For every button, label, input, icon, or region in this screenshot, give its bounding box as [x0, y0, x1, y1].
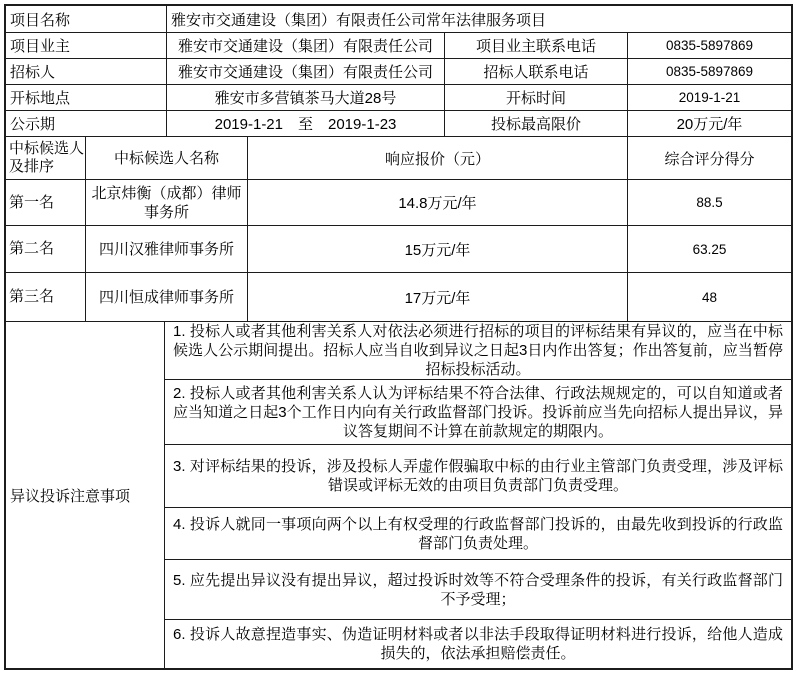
publicity-period-value: 2019-1-21 至 2019-1-23 [166, 111, 444, 136]
note-text: 2. 投标人或者其他利害关系人认为评标结果不符合法律、行政法规规定的，可以自知道或者应当知道之日起3个工作日内向有关行政监督部门投诉。投诉前应当先向招标人提出异议，异议答复期间不计算在前款规定的期限内。 [173, 384, 783, 440]
candidate-price: 15万元/年 [247, 226, 627, 272]
tenderer-phone-label: 招标人联系电话 [444, 59, 627, 84]
open-time-label: 开标时间 [444, 85, 627, 110]
open-place-label: 开标地点 [10, 90, 71, 107]
candidate-row-3 [6, 272, 791, 321]
tenderer-value: 雅安市交通建设（集团）有限责任公司 [166, 59, 444, 84]
info-row-tenderer [6, 58, 791, 84]
note-text: 5. 应先提出异议没有提出异议，超过投诉时效等不符合受理条件的投诉，有关行政监督部门不予受理； [173, 571, 783, 608]
tenderer-phone-value: 0835-5897869 [627, 59, 791, 84]
note-text: 3. 对评标结果的投诉，涉及投标人弄虚作假骗取中标的由行业主管部门负责受理，涉及评标错误或评标无效的由项目负责部门负责受理。 [173, 458, 783, 494]
complaint-notes-label: 异议投诉注意事项 [6, 322, 165, 668]
publicity-period-label: 公示期 [10, 116, 56, 133]
candidate-name: 四川恒成律师事务所 [85, 273, 247, 321]
candidate-price: 14.8万元/年 [247, 180, 627, 225]
project-name-value: 雅安市交通建设（集团）有限责任公司常年法律服务项目 [166, 6, 791, 32]
note-item-5 [165, 559, 791, 619]
candidates-header-row [6, 137, 791, 179]
note-text: 1. 投标人或者其他利害关系人对依法必须进行招标的项目的评标结果有异议的，应当在中标候选人公示期间提出。招标人应当自收到异议之日起3日内作出答复；作出答复前，应当暂停招标投标活动。 [173, 323, 783, 378]
note-text: 4. 投诉人就同一事项向两个以上有权受理的行政监督部门投诉的，由最先收到投诉的行政监督部门负责处理。 [173, 515, 783, 552]
candidate-rank: 第一名 [9, 193, 55, 211]
rank-header: 中标候选人及排序 [9, 140, 85, 175]
complaint-notes-body [165, 322, 791, 668]
owner-value: 雅安市交通建设（集团）有限责任公司 [166, 33, 444, 58]
candidate-score: 48 [627, 273, 791, 321]
owner-label: 项目业主 [10, 38, 71, 55]
max-price-value: 20万元/年 [627, 111, 791, 136]
candidate-name: 四川汉雅律师事务所 [85, 226, 247, 272]
tenderer-label: 招标人 [10, 64, 56, 81]
note-item-2 [165, 379, 791, 444]
price-header: 响应报价（元） [247, 137, 627, 179]
info-row-publicity-period [6, 110, 791, 136]
open-place-value: 雅安市多营镇茶马大道28号 [166, 85, 444, 110]
owner-phone-label: 项目业主联系电话 [444, 33, 627, 58]
tender-result-table [4, 4, 793, 670]
candidates-section [6, 136, 791, 321]
candidate-rank: 第二名 [9, 240, 55, 257]
complaint-notes-section [6, 321, 791, 668]
info-row-owner [6, 32, 791, 58]
open-time-value: 2019-1-21 [627, 85, 791, 110]
candidate-score: 63.25 [627, 226, 791, 272]
candidate-score: 88.5 [627, 180, 791, 225]
candidate-name: 北京炜衡（成都）律师事务所 [85, 180, 247, 225]
info-row-project-name [6, 6, 791, 32]
note-item-6 [165, 619, 791, 668]
name-header: 中标候选人名称 [85, 137, 247, 179]
note-item-1 [165, 322, 791, 379]
project-info-section [6, 6, 791, 136]
project-name-label: 项目名称 [10, 11, 71, 29]
info-row-open-place [6, 84, 791, 110]
candidate-price: 17万元/年 [247, 273, 627, 321]
note-item-3 [165, 444, 791, 507]
owner-phone-value: 0835-5897869 [627, 33, 791, 58]
max-price-label: 投标最高限价 [444, 111, 627, 136]
note-text: 6. 投诉人故意捏造事实、伪造证明材料或者以非法手段取得证明材料进行投诉，给他人造成损失的，依法承担赔偿责任。 [173, 626, 783, 662]
candidate-row-2 [6, 225, 791, 272]
candidate-row-1 [6, 179, 791, 225]
candidate-rank: 第三名 [9, 288, 55, 305]
score-header: 综合评分得分 [627, 137, 791, 179]
note-item-4 [165, 507, 791, 559]
